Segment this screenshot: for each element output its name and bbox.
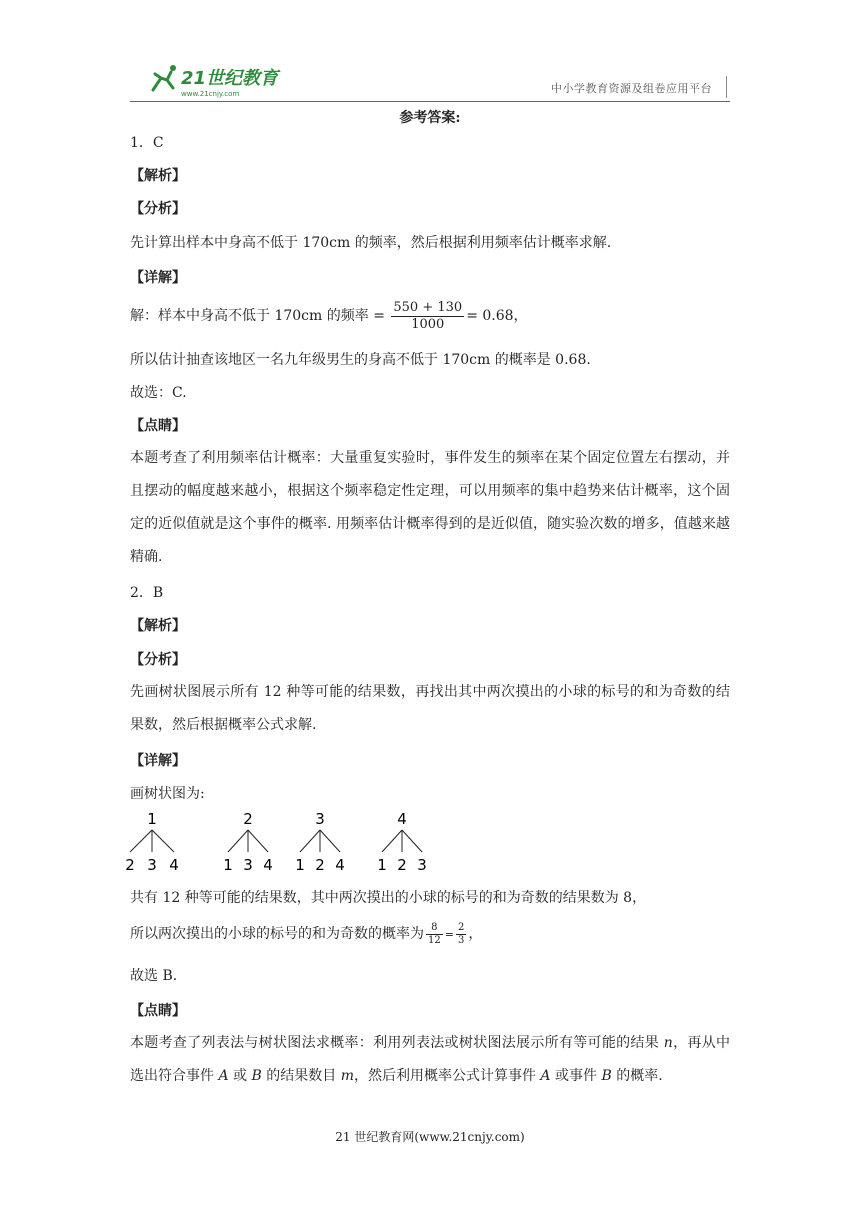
q1-solution-suffix: = 0.68， [466, 308, 528, 324]
q2-dianjing-part: ，再从中选出符合事件 [130, 1035, 731, 1084]
tree-leaf-label: 4 [263, 856, 273, 874]
var-a: A [218, 1068, 229, 1084]
q2-xiangjie-label: 【详解】 [130, 753, 186, 769]
tree-branch [152, 830, 174, 852]
q2-prob-eq: = [444, 928, 454, 941]
tree-branch [130, 830, 152, 852]
var-b: B [601, 1068, 612, 1084]
page-title: 参考答案: [399, 110, 461, 126]
tree-4 [377, 810, 427, 874]
tree-branch [248, 830, 268, 852]
q2-probability [130, 916, 482, 953]
tree-leaf-label: 2 [125, 856, 135, 874]
q2-dianjing-part: 的结果数目 [261, 1068, 341, 1084]
q1-fenxi-text: 先计算出样本中身高不低于 170cm 的频率，然后根据利用频率估计概率求解. [130, 235, 612, 251]
tree-1 [125, 810, 179, 874]
logo [145, 60, 285, 100]
q2-prob-suffix: ， [468, 926, 483, 942]
tree-2 [223, 810, 273, 874]
q1-fraction-denominator: 1000 [411, 316, 445, 332]
tree-leaf-label: 1 [223, 856, 233, 874]
q2-dianjing-part: ，然后利用概率公式计算事件 [353, 1068, 541, 1084]
var-a: A [540, 1068, 551, 1084]
q1-xiangjie-label: 【详解】 [130, 270, 186, 286]
q1-fenxi-label: 【分析】 [130, 201, 186, 217]
tree-root-label: 2 [243, 810, 253, 828]
q2-fraction-2-den: 3 [457, 934, 465, 946]
q2-prob-prefix: 所以两次摸出的小球的标号的和为奇数的概率为 [130, 926, 424, 942]
tree-branch [320, 830, 340, 852]
tree-leaf-label: 4 [335, 856, 345, 874]
tree-leaf-label: 3 [243, 856, 253, 874]
q2-number: 2．B [130, 585, 164, 601]
q2-dianjing-part: 的概率. [611, 1068, 663, 1084]
tree-leaf-label: 1 [295, 856, 305, 874]
q2-fraction-2 [456, 922, 466, 947]
q1-choice: 故选：C. [130, 385, 187, 401]
header-rule [130, 101, 730, 102]
header-divider [726, 76, 727, 98]
tree-leaf-label: 1 [377, 856, 387, 874]
q2-dianjing-part: 或事件 [550, 1068, 602, 1084]
q2-tree-intro: 画树状图为: [130, 786, 205, 802]
page-header [0, 0, 860, 105]
q1-jiexi-label: 【解析】 [130, 168, 186, 184]
q1-dianjing-label: 【点睛】 [130, 418, 186, 434]
q1-solution-prefix: 解：样本中身高不低于 170cm 的频率 [130, 308, 369, 324]
q2-fenxi-label: 【分析】 [130, 652, 186, 668]
q1-number: 1．C [130, 135, 164, 151]
tree-leaf-label: 3 [417, 856, 427, 874]
q2-dianjing-part: 本题考查了列表法与树状图法求概率：利用列表法或树状图法展示所有等可能的结果 [130, 1035, 664, 1051]
q2-result-line: 共有 12 种等可能的结果数，其中两次摸出的小球的标号的和为奇数的结果数为 8， [130, 890, 647, 906]
tree-branch [300, 830, 320, 852]
q2-fenxi-text: 先画树状图展示所有 12 种等可能的结果数，再找出其中两次摸出的小球的标号的和为奇数的结果数，然后根据概率公式求解. [130, 684, 730, 733]
svg-text:www.21cnjy.com: www.21cnjy.com [181, 90, 240, 98]
var-m: m [340, 1068, 354, 1084]
runner-icon [153, 72, 173, 90]
q2-fraction-1 [426, 922, 443, 947]
q2-dianjing-part: 或 [228, 1068, 252, 1084]
page-footer: 21 世纪教育网(www.21cnjy.com) [335, 1130, 525, 1144]
tree-root-label: 1 [147, 810, 157, 828]
tree-branch [382, 830, 402, 852]
var-n: n [663, 1035, 673, 1051]
tree-leaf-label: 3 [147, 856, 157, 874]
answer-content [125, 108, 731, 1084]
tree-3 [295, 810, 345, 874]
q1-dianjing-text: 本题考查了利用频率估计概率：大量重复实验时，事件发生的频率在某个固定位置左右摆动，并且摆动的幅度越来越小，根据这个频率稳定性定理，可以用频率的集中趋势来估计概率，这个固定的近似值就是这个事件的概率. 用频率估计概率得到的是近似值，随实验次数的增多，值越来越精确. [130, 450, 730, 565]
tree-root-label: 4 [397, 810, 407, 828]
header-platform-text: 中小学教育资源及组卷应用平台 [551, 82, 712, 95]
q2-fraction-1-den: 12 [428, 934, 441, 946]
tree-diagrams [125, 810, 440, 882]
q1-solution: 解：样本中身高不低于 170cm 的频率 = $\frac{550 + 130}{1000}$ = 0.68， [130, 299, 528, 332]
tree-root-label: 3 [315, 810, 325, 828]
q1-fraction [391, 300, 464, 333]
q2-jiexi-label: 【解析】 [130, 618, 186, 634]
var-b: B [251, 1068, 262, 1084]
q2-fraction-1-num: 8 [426, 922, 443, 935]
svg-text:21世纪教育: 21世纪教育 [181, 68, 279, 89]
q1-conclusion: 所以估计抽查该地区一名九年级男生的身高不低于 170cm 的概率是 0.68. [130, 352, 591, 368]
q1-fraction-numerator: 550 + 130 [393, 299, 463, 315]
tree-branch [402, 830, 422, 852]
tree-leaf-label: 4 [169, 856, 179, 874]
q2-fraction-2-num: 2 [457, 921, 465, 933]
tree-leaf-label: 2 [315, 856, 325, 874]
q2-dianjing-text [130, 1027, 730, 1093]
q2-dianjing-label: 【点睛】 [130, 1003, 186, 1019]
q2-choice: 故选 B. [130, 968, 178, 984]
tree-branch [228, 830, 248, 852]
tree-leaf-label: 2 [397, 856, 407, 874]
